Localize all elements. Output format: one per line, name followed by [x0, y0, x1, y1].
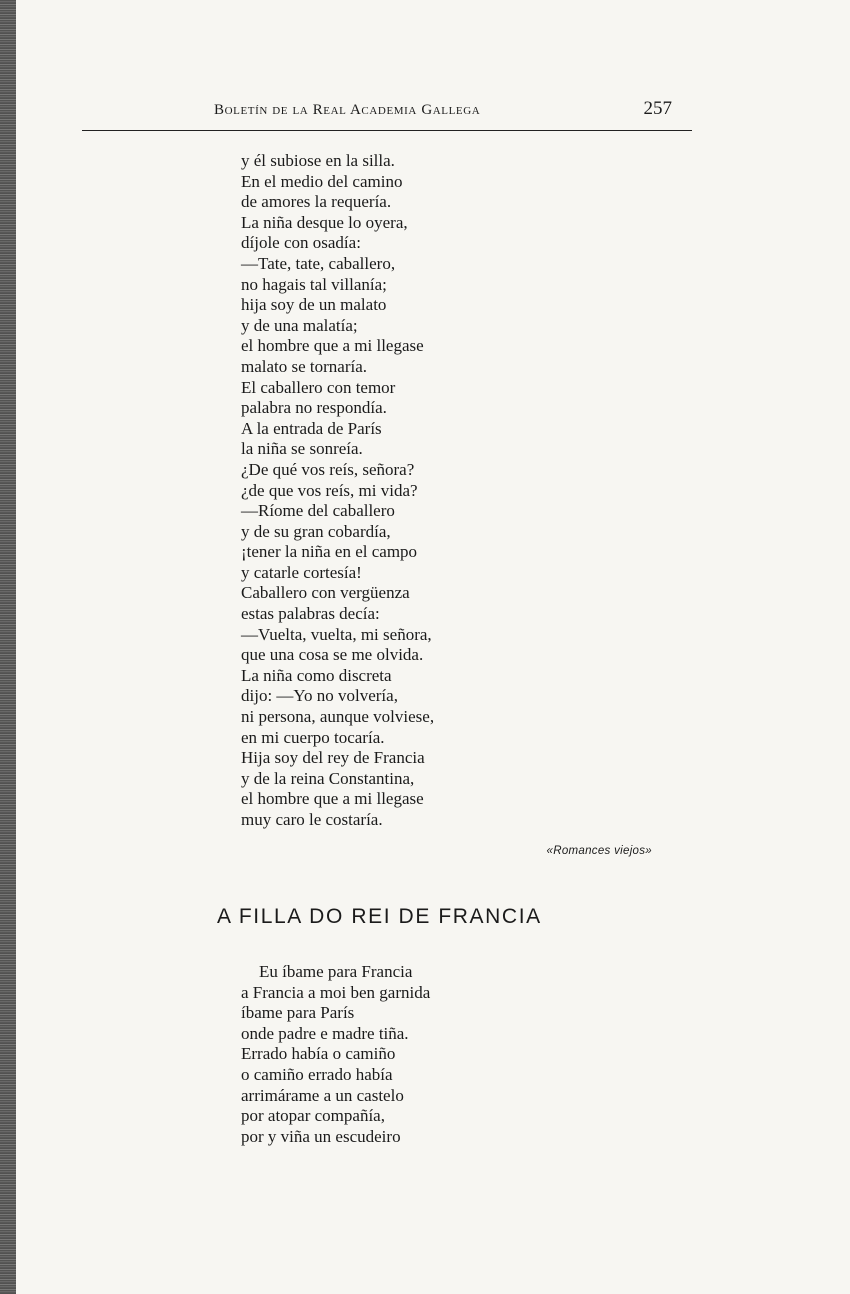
journal-title: Boletín de la Real Academia Gallega [214, 102, 481, 118]
romance-poem [241, 151, 434, 831]
verse-line: Eu íbame para Francia [259, 962, 413, 981]
verse-line: palabra no respondía. [241, 398, 387, 418]
verse-line: por y viña un escudeiro [241, 1126, 401, 1146]
verse-line: A la entrada de París [241, 418, 382, 438]
verse-line: el hombre que a mi llegase [241, 336, 424, 356]
verse-line: a Francia a moi ben garnida [241, 982, 431, 1002]
verse-line: y de su gran cobardía, [241, 521, 391, 541]
verse-line: Errado había o camiño [241, 1044, 396, 1064]
verse-line: y él subiose en la silla. [241, 151, 395, 170]
verse-line: ¡tener la niña en el campo [241, 542, 418, 562]
verse-line: el hombre que a mi llegase [241, 789, 424, 809]
verse-line: hija soy de un malato [241, 295, 387, 315]
verse-line: arrimárame a un castelo [241, 1085, 404, 1105]
verse-line: ¿De qué vos reís, señora? [241, 459, 415, 479]
section-title: A FILLA DO REI DE FRANCIA [217, 905, 542, 928]
page-binding-edge [0, 0, 16, 1294]
verse-line: la niña se sonreía. [241, 439, 363, 459]
galician-poem [241, 962, 430, 1147]
verse-line: y de la reina Constantina, [241, 768, 415, 788]
page-number: 257 [643, 98, 672, 119]
verse-line: La niña como discreta [241, 665, 392, 685]
verse-line: El caballero con temor [241, 377, 396, 397]
verse-line: —Tate, tate, caballero, [241, 253, 396, 273]
verse-line: estas palabras decía: [241, 604, 380, 624]
verse-line: muy caro le costaría. [241, 810, 383, 829]
verse-line: por atopar compañía, [241, 1106, 385, 1126]
verse-line: íbame para París [241, 1003, 355, 1023]
verse-line: —Vuelta, vuelta, mi señora, [241, 624, 432, 644]
verse-line: En el medio del camino [241, 171, 403, 191]
verse-line: y catarle cortesía! [241, 562, 362, 582]
verse-line: ¿de que vos reís, mi vida? [241, 480, 418, 500]
verse-line: —Ríome del caballero [241, 501, 395, 521]
verse-line: que una cosa se me olvida. [241, 645, 424, 665]
verse-line: díjole con osadía: [241, 233, 361, 253]
verse-line: Caballero con vergüenza [241, 583, 410, 603]
verse-line: ni persona, aunque volviese, [241, 707, 435, 727]
verse-line: de amores la requería. [241, 192, 392, 212]
verse-line: o camiño errado había [241, 1064, 393, 1084]
verse-line: en mi cuerpo tocaría. [241, 727, 385, 747]
verse-line: La niña desque lo oyera, [241, 212, 408, 232]
source-attribution: «Romances viejos» [546, 845, 652, 857]
verse-line: Hija soy del rey de Francia [241, 748, 425, 768]
verse-line: malato se tornaría. [241, 356, 368, 376]
verse-line: no hagais tal villanía; [241, 274, 387, 294]
running-head [82, 96, 692, 131]
verse-line: onde padre e madre tiña. [241, 1023, 409, 1043]
verse-line: dijo: —Yo no volvería, [241, 686, 398, 706]
verse-line: y de una malatía; [241, 315, 358, 335]
